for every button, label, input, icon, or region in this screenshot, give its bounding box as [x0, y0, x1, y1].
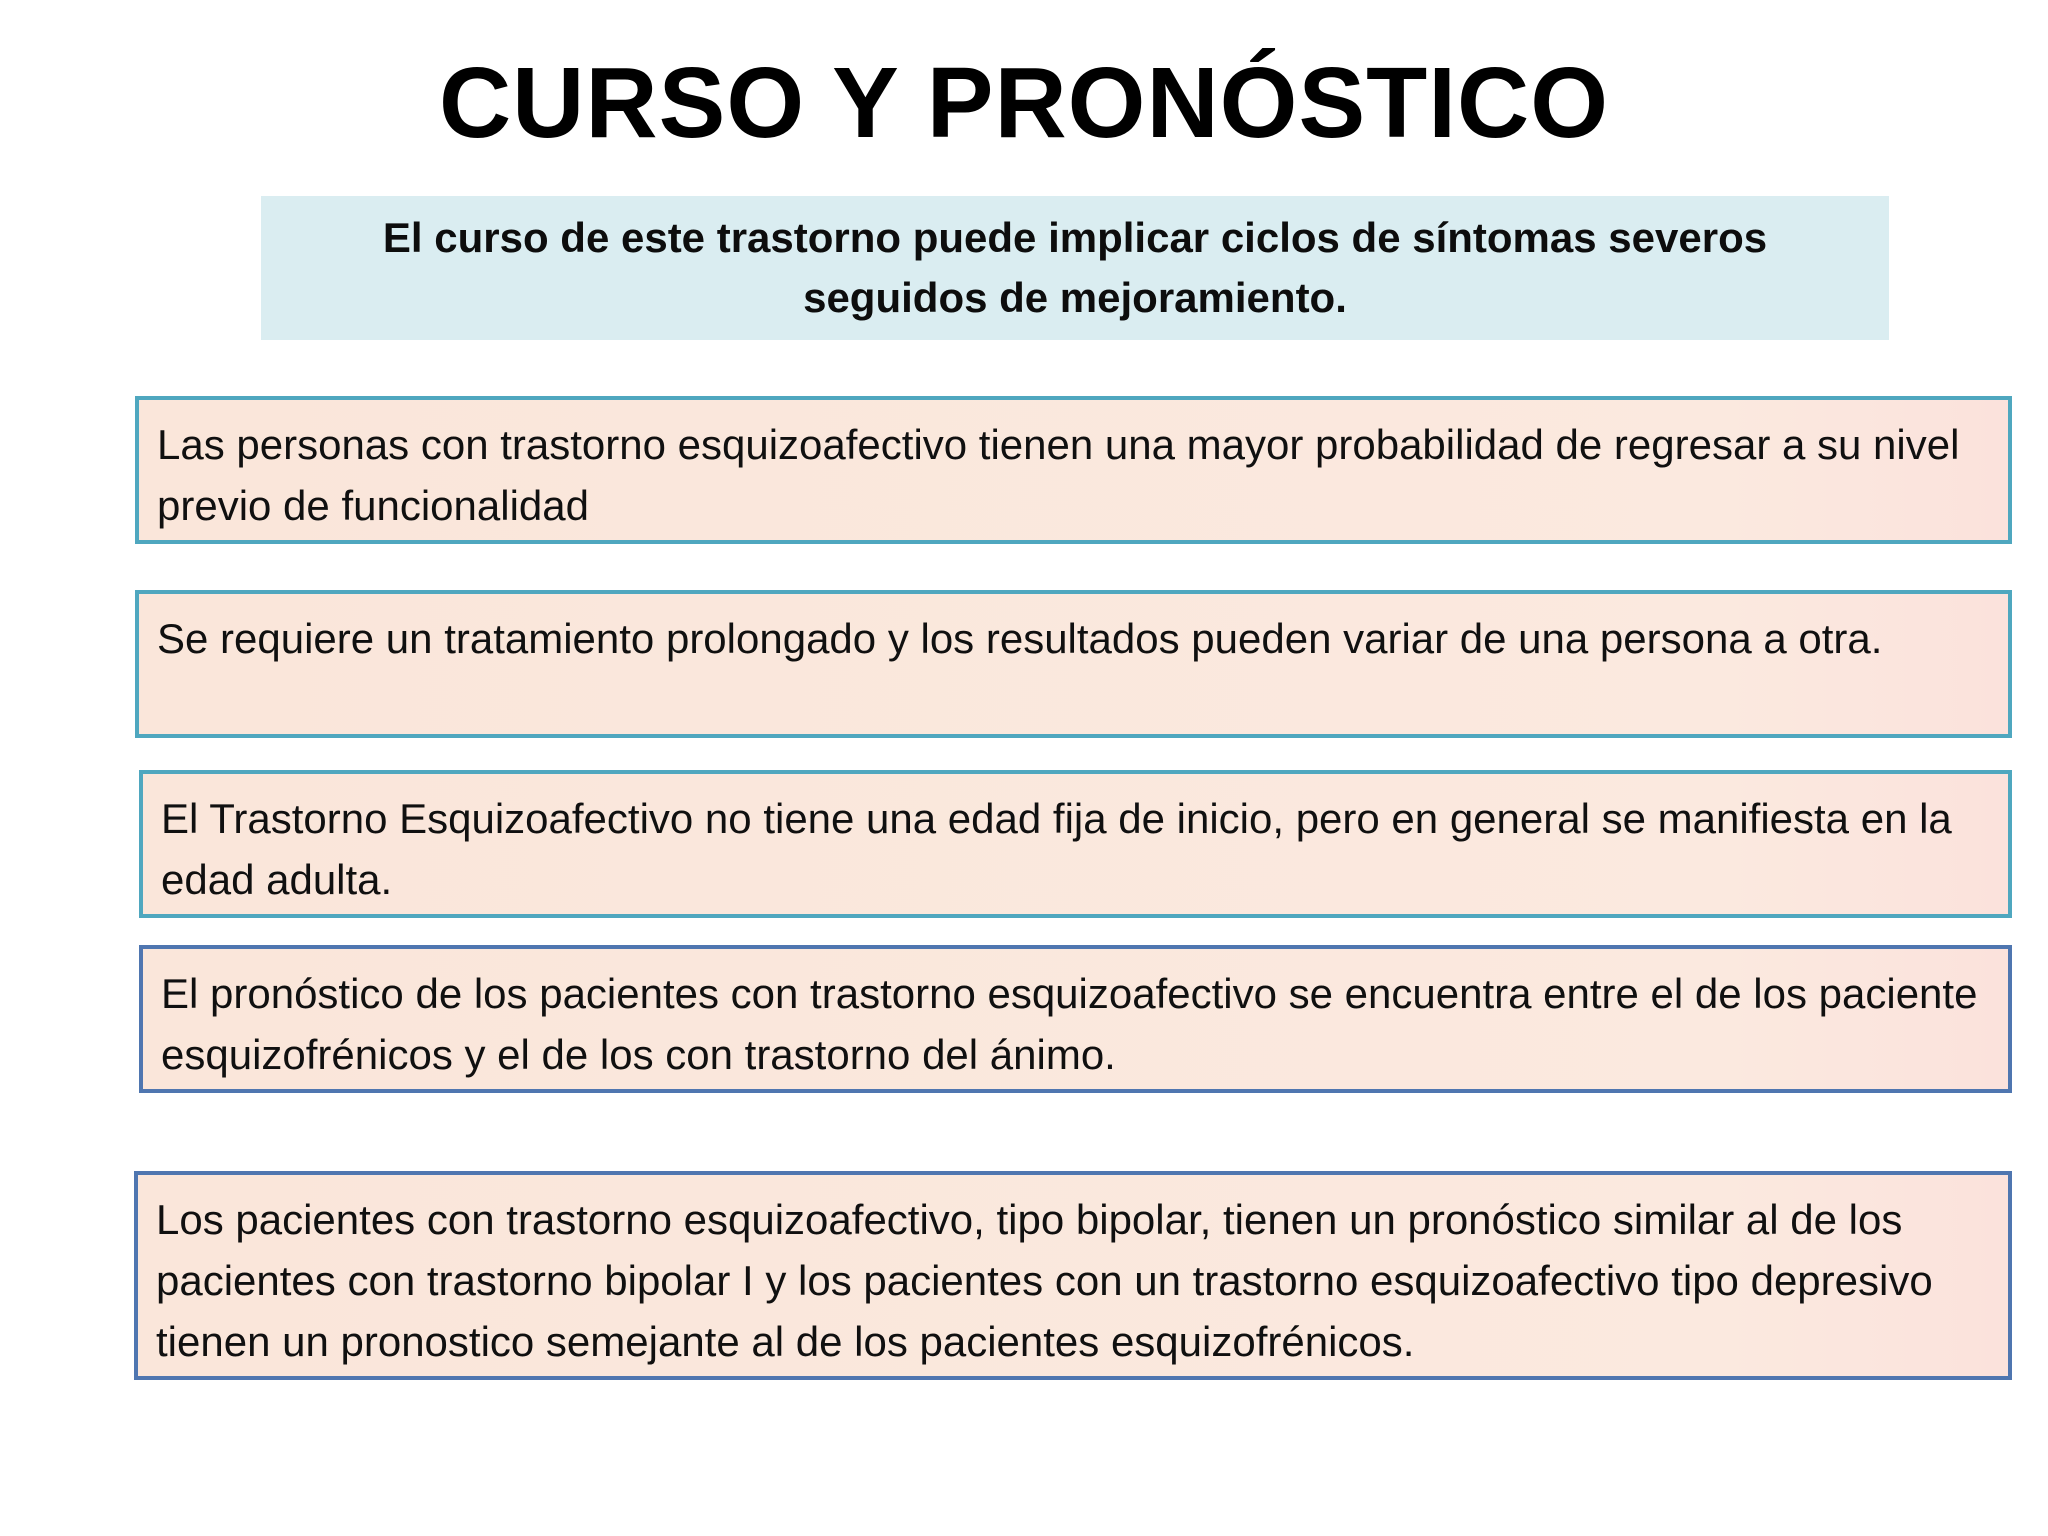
slide-title: CURSO Y PRONÓSTICO [438, 47, 1610, 159]
info-box-prognosis [139, 945, 2012, 1093]
info-box-text: Los pacientes con trastorno esquizoafectivo, tipo bipolar, tienen un pronóstico similar al de los pacientes con trastorno bipolar I y los pacientes con un trastorno esquizoafectivo tipo depresivo tienen un pronostico semejante al de los pacientes esquizofrénicos. [156, 1196, 1933, 1365]
info-box-treatment [135, 590, 2012, 738]
info-box-text: El pronóstico de los pacientes con trastorno esquizoafectivo se encuentra entre el de los paciente esquizofrénicos y el de los con trastorno del ánimo. [161, 970, 1978, 1078]
info-box-text: Las personas con trastorno esquizoafectivo tienen una mayor probabilidad de regresar a su nivel previo de funcionalidad [157, 421, 1960, 529]
summary-callout-text: El curso de este trastorno puede implicar ciclos de síntomas severos seguidos de mejoramiento. [382, 214, 1768, 321]
info-box-subtype-prognosis [134, 1171, 2012, 1380]
summary-callout [261, 196, 1889, 340]
info-box-functionality [135, 396, 2012, 544]
info-box-onset-age [139, 770, 2012, 918]
info-box-text: El Trastorno Esquizoafectivo no tiene una edad fija de inicio, pero en general se manifiesta en la edad adulta. [161, 795, 1952, 903]
info-box-text: Se requiere un tratamiento prolongado y los resultados pueden variar de una persona a otra. [157, 615, 1883, 662]
